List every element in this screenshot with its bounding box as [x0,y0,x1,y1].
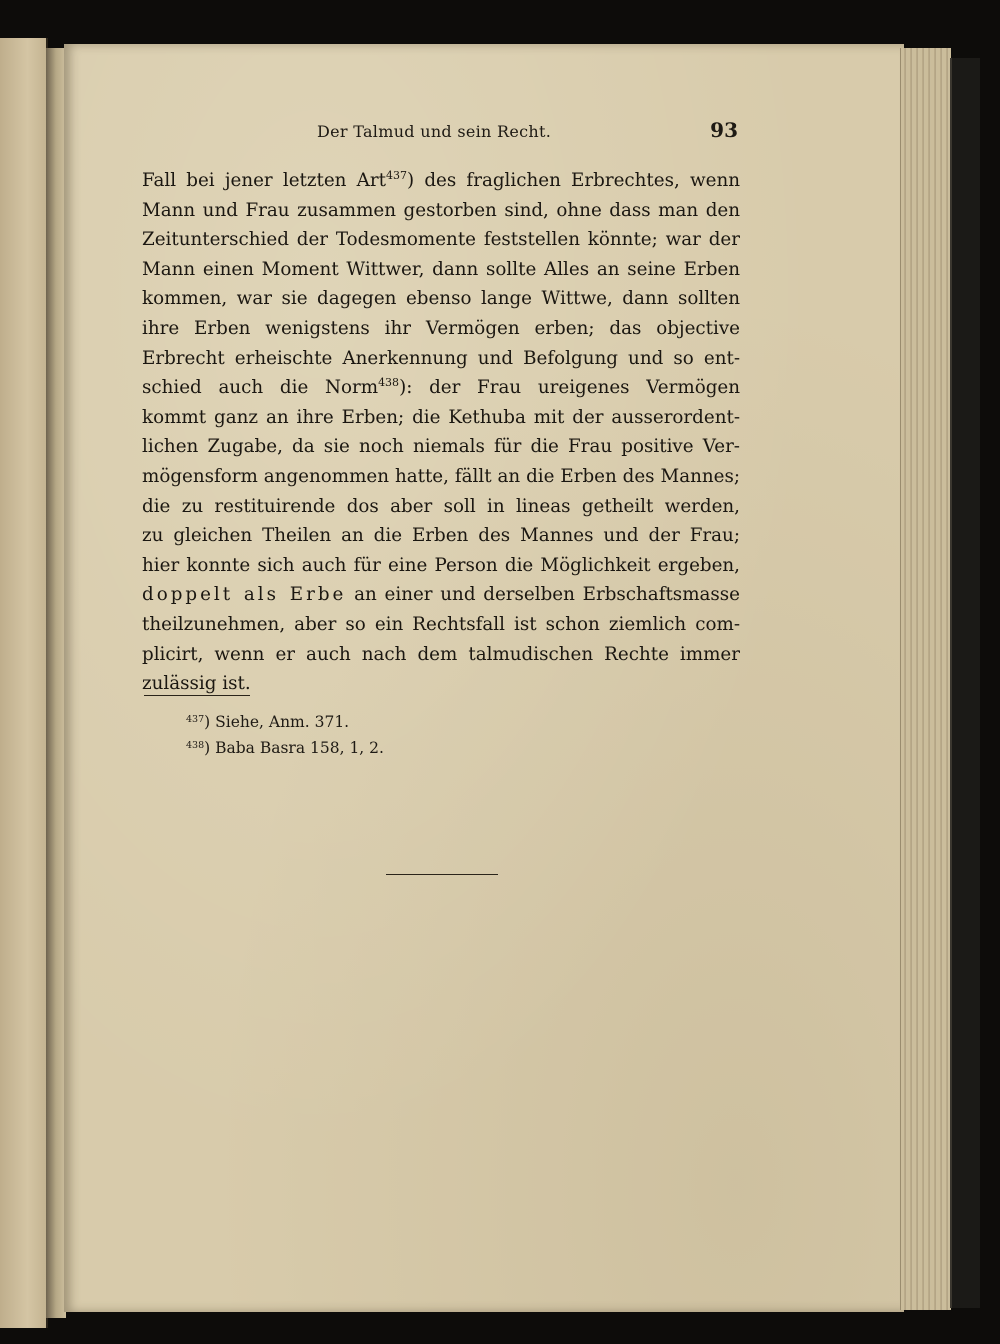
footnote [186,735,384,761]
footnote [186,709,384,735]
footnotes [186,709,384,761]
text-segment: ): der Frau ureigenes Vermögen [399,377,740,399]
text-line [142,580,740,610]
text-line [142,166,740,196]
text-segment: die zu restituirende dos aber soll in lineas getheilt werden, [142,495,740,517]
text-line [142,551,740,581]
text-segment: hier konnte sich auch für eine Person die Möglichkeit ergeben, [142,554,740,576]
footnote-ref: 437 [385,169,407,182]
book-gutter [46,48,66,1318]
text-segment: lichen Zugabe, da sie noch niemals für die Frau positive Ver- [142,436,740,458]
text-segment: kommt ganz an ihre Erben; die Kethuba mit der ausserordent- [142,406,740,428]
text-line [142,492,740,522]
running-head: Der Talmud und sein Recht. [317,122,552,141]
text-line [142,196,740,226]
page-stack-edges [900,48,951,1310]
footnote-number: 438 [186,740,205,751]
text-line [142,344,740,374]
page-number: 93 [710,118,738,142]
footnote-number: 437 [186,714,205,725]
text-segment: Zeitunterschied der Todesmomente feststellen könnte; war der [142,229,740,251]
end-of-chapter-rule [386,874,498,875]
footnote-separator [144,695,250,696]
text-segment: kommen, war sie dagegen ebenso lange Wittwe, dann sollten [142,288,740,310]
text-line [142,610,740,640]
body-paragraph [142,166,740,699]
text-line [142,255,740,285]
page-header [142,116,742,146]
footnote-text: ) Siehe, Anm. 371. [204,713,350,731]
text-segment: plicirt, wenn er auch nach dem talmudischen Rechte immer [142,643,740,665]
text-segment: theilzunehmen, aber so ein Rechtsfall ist schon ziemlich com- [142,613,740,635]
text-segment: Mann und Frau zusammen gestorben sind, ohne dass man den [142,199,740,221]
text-segment: mögensform angenommen hatte, fällt an die Erben des Mannes; [142,465,740,487]
text-segment: zu gleichen Theilen an die Erben des Mannes und der Frau; [142,525,740,547]
text-segment: zulässig ist. [142,673,251,695]
left-page-edge [0,38,48,1328]
text-line [142,314,740,344]
text-line [142,284,740,314]
emphasized-text: doppelt als Erbe [142,584,347,606]
footnote-ref: 438 [378,376,400,390]
text-segment: ) des fraglichen Erbrechtes, wenn [406,170,740,191]
text-segment: Fall bei jener letzten Art [142,170,386,191]
text-segment: an einer und derselben Erbschaftsmasse [346,584,740,606]
text-line [142,640,740,670]
text-line [142,403,740,433]
text-segment: schied auch die Norm [142,377,379,399]
text-line [142,225,740,255]
footnote-text: ) Baba Basra 158, 1, 2. [204,739,384,757]
book-cover-edge [950,58,980,1308]
text-segment: ihre Erben wenigstens ihr Vermögen erben; das objective [142,317,740,339]
text-line [142,462,740,492]
text-segment: Erbrecht erheischte Anerkennung und Befolgung und so ent- [142,347,740,369]
text-line [142,373,740,403]
text-segment: Mann einen Moment Wittwer, dann sollte Alles an seine Erben [142,258,740,280]
text-line [142,432,740,462]
text-line [142,521,740,551]
